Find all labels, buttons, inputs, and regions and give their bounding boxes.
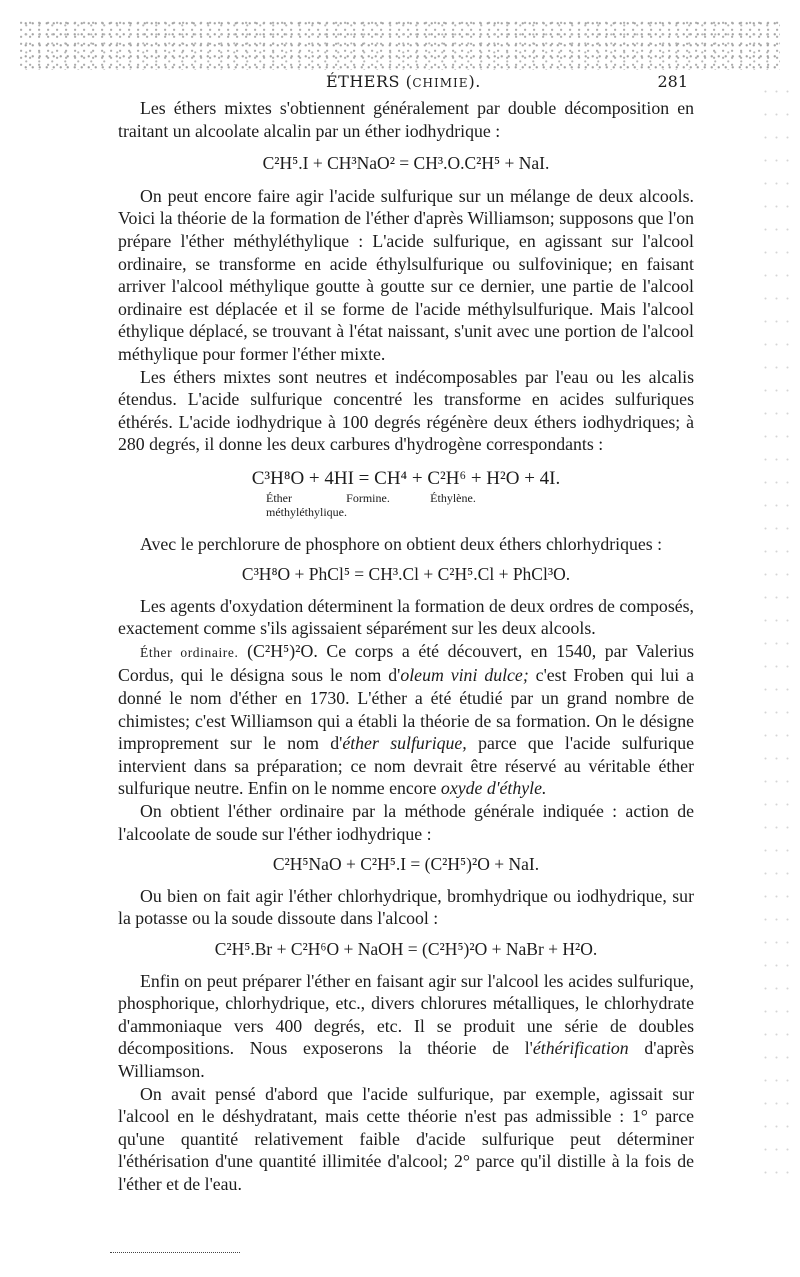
equation-1: C²H⁵.I + CH³NaO² = CH³.O.C²H⁵ + NaI. bbox=[262, 153, 550, 174]
page-number: 281 bbox=[657, 72, 688, 91]
running-title: ÉTHERS (CHIMIE). bbox=[326, 72, 481, 91]
paragraph-williamson-theory: On peut encore faire agir l'acide sulfurique sur un mélange de deux alcools. Voici la théorie de la formation de l'éther d'après Williamson; supposons que l'on prépare l'éther méthyléthylique : L'acide sulfurique, en agissant sur l'alcool ordinaire, se transforme en acide éthylsulfurique ou sulfovinique; en faisant arriver l'alcool méthylique goutte à goutte sur ce dernier, une partie de l'alcool ordinaire est déplacée et il se forme de l'acide méthylsulfurique. Mais l'alcool éthylique déplacé, se trouvant à l'état naissant, s'unit avec une portion de l'alcool méthylique pour former l'éther mixte. bbox=[118, 185, 694, 364]
paragraph-alternative: Ou bien on fait agir l'éther chlorhydrique, bromhydrique ou iodhydrique, sur la potasse ou la soude dissoute dans l'alcool : bbox=[118, 885, 694, 929]
paragraph-properties: Les éthers mixtes sont neutres et indécomposables par l'eau ou les alcalis étendus. L'acide sulfurique concentré les transforme en acides sulfuriques éthérés. L'acide iodhydrique à 100 degrés régénère deux éthers iodhydriques; à 280 degrés, il donne les deux carbures d'hydrogène correspondants : bbox=[118, 366, 694, 455]
label-ether: Éther méthyléthylique. bbox=[266, 490, 347, 519]
equation-5: C²H⁵.Br + C²H⁶O + NaOH = (C²H⁵)²O + NaBr + H²O. bbox=[214, 939, 598, 959]
section-formula: (C²H⁵)²O. bbox=[247, 640, 318, 661]
paragraph-method: On obtient l'éther ordinaire par la méthode générale indiquée : action de l'alcoolate de soude sur l'éther iodhydrique : bbox=[118, 801, 694, 844]
running-subtitle: CHIMIE bbox=[412, 76, 469, 90]
label-ethylene: Éthylène. bbox=[430, 490, 476, 505]
paragraph-dehydration: On avait pensé d'abord que l'acide sulfurique, par exemple, agissait sur l'alcool en le déshydratant, mais cette théorie n'est pas admissible : 1° parce qu'une quantité relativement faible d'acide sulfurique peut déterminer l'éthérisation d'une quantité illimitée d'alcool; 2° parce qu'il distille à la fois de l'éther et de l'eau. bbox=[118, 1083, 694, 1194]
scan-noise-top bbox=[20, 20, 780, 70]
section-heading: Éther ordinaire. bbox=[140, 644, 239, 660]
equation-2-labels bbox=[118, 491, 694, 529]
scan-noise-margin bbox=[760, 80, 790, 1180]
equation-2: C³H⁸O + 4HI = CH⁴ + C²H⁶ + H²O + 4I. bbox=[251, 467, 561, 489]
paragraph-oxidation: Les agents d'oxydation déterminent la formation de deux ordres de composés, exactement comme s'ils agissaient séparément sur les deux alcools. bbox=[118, 595, 694, 639]
equation-3: C³H⁸O + PhCl⁵ = CH³.Cl + C²H⁵.Cl + PhCl³O. bbox=[241, 564, 571, 585]
paragraph-mixed-ethers: Les éthers mixtes s'obtiennent généralement par double décomposition en traitant un alcoolate alcalin par un éther iodhydrique : bbox=[118, 98, 694, 141]
page-body bbox=[118, 97, 694, 1196]
paragraph-ether-ordinaire: Éther ordinaire. (C²H⁵)²O. Ce corps a été découvert, en 1540, par Valerius Cordus, qui le désigna sous le nom d'oleum vini dulce; c'est Froben qui lui a donné le nom d'éther en 1730. L'éther a été étudié par un grand nombre de chimistes; c'est Williamson qui a établi la théorie de sa formation. On le désigne improprement sur le nom d'éther sulfurique, parce que l'acide sulfurique intervient dans sa préparation; ce nom devrait être réservé au véritable éther sulfurique neutre. Enfin on le nomme encore oxyde d'éthyle. bbox=[118, 640, 694, 799]
paragraph-acids: Enfin on peut préparer l'éther en faisant agir sur l'alcool les acides sulfurique, phosphorique, chlorhydrique, etc., divers chlorures métalliques, le chlorhydrate d'ammoniaque vers 400 degrés, etc. Il se produit une série de doubles décompositions. Nous exposerons la théorie de l'éthérification d'après Williamson. bbox=[118, 970, 695, 1081]
equation-4: C²H⁵NaO + C²H⁵.I = (C²H⁵)²O + NaI. bbox=[272, 854, 540, 875]
paragraph-perchloride: Avec le perchlorure de phosphore on obtient deux éthers chlorhydriques : bbox=[140, 533, 663, 554]
running-header bbox=[118, 70, 688, 96]
bottom-dotted-rule bbox=[110, 1252, 240, 1253]
label-formine: Formine. bbox=[346, 490, 390, 505]
